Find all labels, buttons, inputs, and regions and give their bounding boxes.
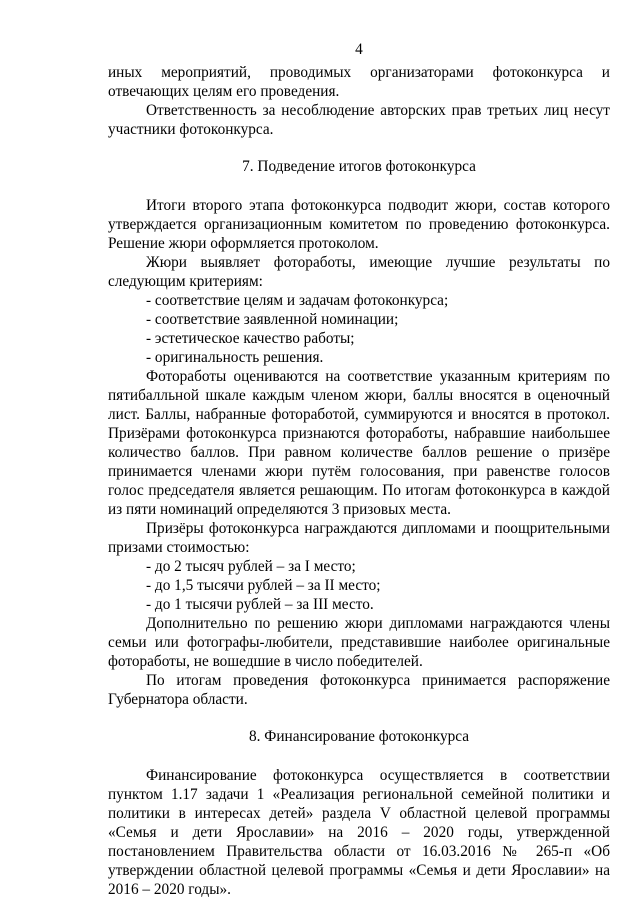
intro-paragraph-2: Ответственность за несоблюдение авторских прав третьих лиц несут участники фотоконкурса. [108, 102, 610, 138]
criteria-list [108, 291, 610, 367]
prize-item: - до 1 тысячи рублей – за III место. [146, 596, 374, 613]
criteria-item: - соответствие заявленной номинации; [146, 311, 399, 328]
section-7-paragraph-3: Фотоработы оцениваются на соответствие указанным критериям по пятибалльной шкале каждым членом жюри, баллы вносятся в оценочный лист. Баллы, набранные фотоработой, суммируются и вносятся в протокол. Призёрами фотоконкурса признаются фотоработы, набравшие наибольшее количество баллов. При равном количестве баллов решение о призёре принимается членами жюри путём голосования, при равенстве голосов голос председателя является решающим. По итогам фотоконкурса в каждой из пяти номинаций определяются 3 призовых места. [108, 368, 610, 518]
prize-item: - до 1,5 тысячи рублей – за II место; [146, 577, 381, 594]
section-7-paragraph-4: Призёры фотоконкурса награждаются дипломами и поощрительными призами стоимостью: [108, 520, 610, 556]
page-number: 4 [355, 41, 363, 58]
section-7-title: 7. Подведение итогов фотоконкурса [242, 158, 476, 175]
prize-list [108, 557, 610, 614]
section-7-paragraph-2: Жюри выявляет фотоработы, имеющие лучшие результаты по следующим критериям: [108, 254, 610, 290]
prize-item: - до 2 тысяч рублей – за I место; [146, 558, 356, 575]
criteria-item: - соответствие целям и задачам фотоконкурса; [146, 292, 449, 309]
section-7-paragraph-5: Дополнительно по решению жюри дипломами награждаются члены семьи или фотографы-любители, представившие наиболее оригинальные фотоработы, не вошедшие в число победителей. [108, 615, 610, 670]
section-7-paragraph-6: По итогам проведения фотоконкурса принимается распоряжение Губернатора области. [108, 672, 610, 708]
document-page [108, 40, 610, 899]
section-8-paragraph-1: Финансирование фотоконкурса осуществляется в соответствии пунктом 1.17 задачи 1 «Реализация региональной семейной политики и политики в интересах детей» раздела V областной целевой программы «Семья и дети Ярославии» на 2016 – 2020 годы, утвержденной постановлением Правительства области от 16.03.2016 № 265-п «Об утверждении областной целевой программы «Семья и дети Ярославии» на 2016 – 2020 годы». [108, 767, 610, 898]
criteria-item: - эстетическое качество работы; [146, 330, 355, 347]
criteria-item: - оригинальность решения. [146, 349, 324, 366]
section-7-paragraph-1: Итоги второго этапа фотоконкурса подводит жюри, состав которого утверждается организационным комитетом по проведению фотоконкурса. Решение жюри оформляется протоколом. [108, 197, 610, 252]
intro-paragraph-1: иных мероприятий, проводимых организаторами фотоконкурса и отвечающих целям его проведения. [108, 64, 610, 100]
section-8-title: 8. Финансирование фотоконкурса [248, 728, 470, 745]
